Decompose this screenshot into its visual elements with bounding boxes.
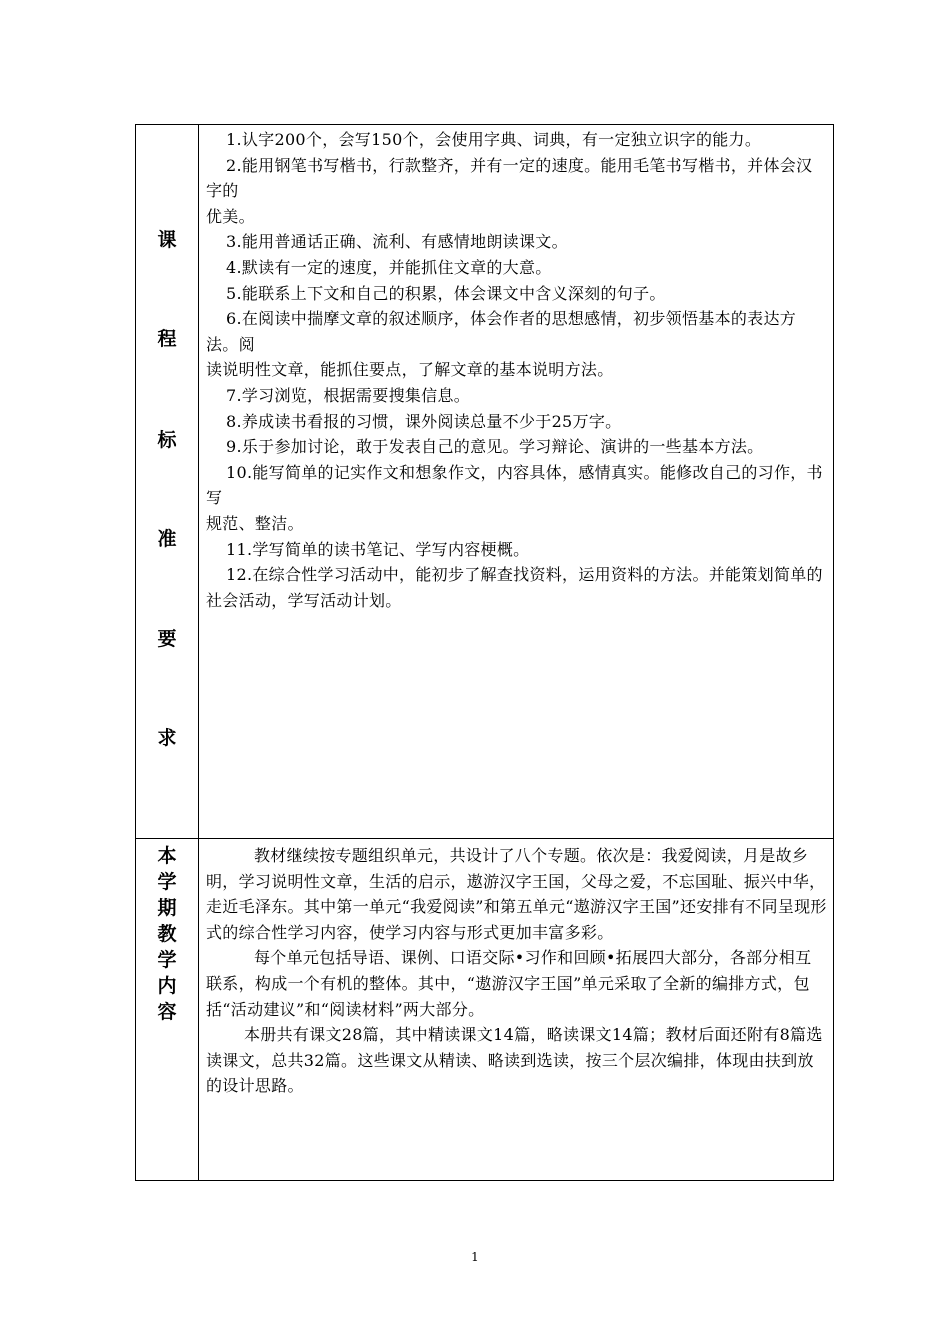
standard-item-continuation: 规范、整洁。 [206, 513, 304, 533]
label-char: 准 [157, 528, 177, 550]
standard-item: 12.在综合性学习活动中，能初步了解查找资料，运用资料的方法。并能策划简单的社会活动，学写活动计划。 [206, 565, 823, 610]
label-char: 标 [157, 429, 177, 451]
label-char: 本 [157, 845, 177, 867]
row-label-semester-content [136, 843, 198, 1025]
content-paragraph: 本册共有课文28篇，其中精读课文14篇，略读课文14篇；教材后面还附有8篇选读课文，总共32篇。这些课文从精读、略读到选读，按三个层次编排，体现由扶到放的设计思路。 [206, 1025, 823, 1096]
label-char: 内 [157, 975, 177, 997]
label-char: 容 [157, 1001, 177, 1023]
standard-item: 1.认字200个，会写150个，会使用字典、词典，有一定独立识字的能力。 [226, 130, 762, 149]
curriculum-standards-content [206, 127, 827, 613]
standard-item: 4.默读有一定的速度，并能抓住文章的大意。 [226, 257, 552, 277]
label-char: 学 [157, 949, 177, 971]
standard-item: 9.乐于参加讨论，敢于发表自己的意见。学习辩论、演讲的一些基本方法。 [226, 437, 764, 457]
label-char: 期 [157, 897, 177, 919]
standard-item: 3.能用普通话正确、流利、有感情地朗读课文。 [226, 232, 568, 252]
content-paragraph: 教材继续按专题组织单元，共设计了八个专题。依次是：我爱阅读，月是故乡明，学习说明性文章，生活的启示，遨游汉字王国，父母之爱，不忘国耻、振兴中华，走近毛泽东。其中第一单元“我爱阅读”和第五单元“遨游汉字王国”还安排有不同呈现形式的综合性学习内容，使学习内容与形式更加丰富多彩。 [206, 846, 827, 942]
standard-item: 5.能联系上下文和自己的积累，体会课文中含义深刻的句子。 [226, 283, 666, 303]
standard-item-continuation: 优美。 [206, 206, 255, 226]
label-char: 学 [157, 871, 177, 893]
standard-item: 10.能写简单的记实作文和想象作文，内容具体，感情真实。能修改自己的习作，书写 [206, 462, 823, 508]
label-char: 程 [157, 328, 177, 350]
page-number: 1 [471, 1250, 479, 1264]
label-char: 求 [157, 727, 177, 749]
column-divider [198, 125, 199, 1180]
label-char: 教 [157, 923, 177, 945]
curriculum-table [135, 124, 834, 1181]
standard-item: 6.在阅读中揣摩文章的叙述顺序，体会作者的思想感情，初步领悟基本的表达方法。阅 [206, 309, 797, 354]
semester-content [206, 843, 827, 1099]
row-divider [136, 838, 833, 839]
standard-item: 7.学习浏览，根据需要搜集信息。 [226, 385, 471, 405]
standard-item-continuation: 读说明性文章，能抓住要点，了解文章的基本说明方法。 [206, 360, 614, 380]
content-paragraph: 每个单元包括导语、课例、口语交际•习作和回顾•拓展四大部分，各部分相互联系，构成一个有机的整体。其中，“遨游汉字王国”单元采取了全新的编排方式，包括“活动建议”和“阅读材料”两大部分。 [206, 948, 812, 1019]
label-char: 课 [157, 229, 177, 251]
label-char: 要 [157, 628, 177, 650]
standard-item: 2.能用钢笔书写楷书，行款整齐，并有一定的速度。能用毛笔书写楷书，并体会汉字的 [206, 155, 813, 201]
row-label-curriculum-standards [136, 125, 198, 838]
standard-item: 11.学写简单的读书笔记、学写内容梗概。 [226, 539, 530, 559]
standard-item: 8.养成读书看报的习惯，课外阅读总量不少于25万字。 [226, 411, 622, 431]
